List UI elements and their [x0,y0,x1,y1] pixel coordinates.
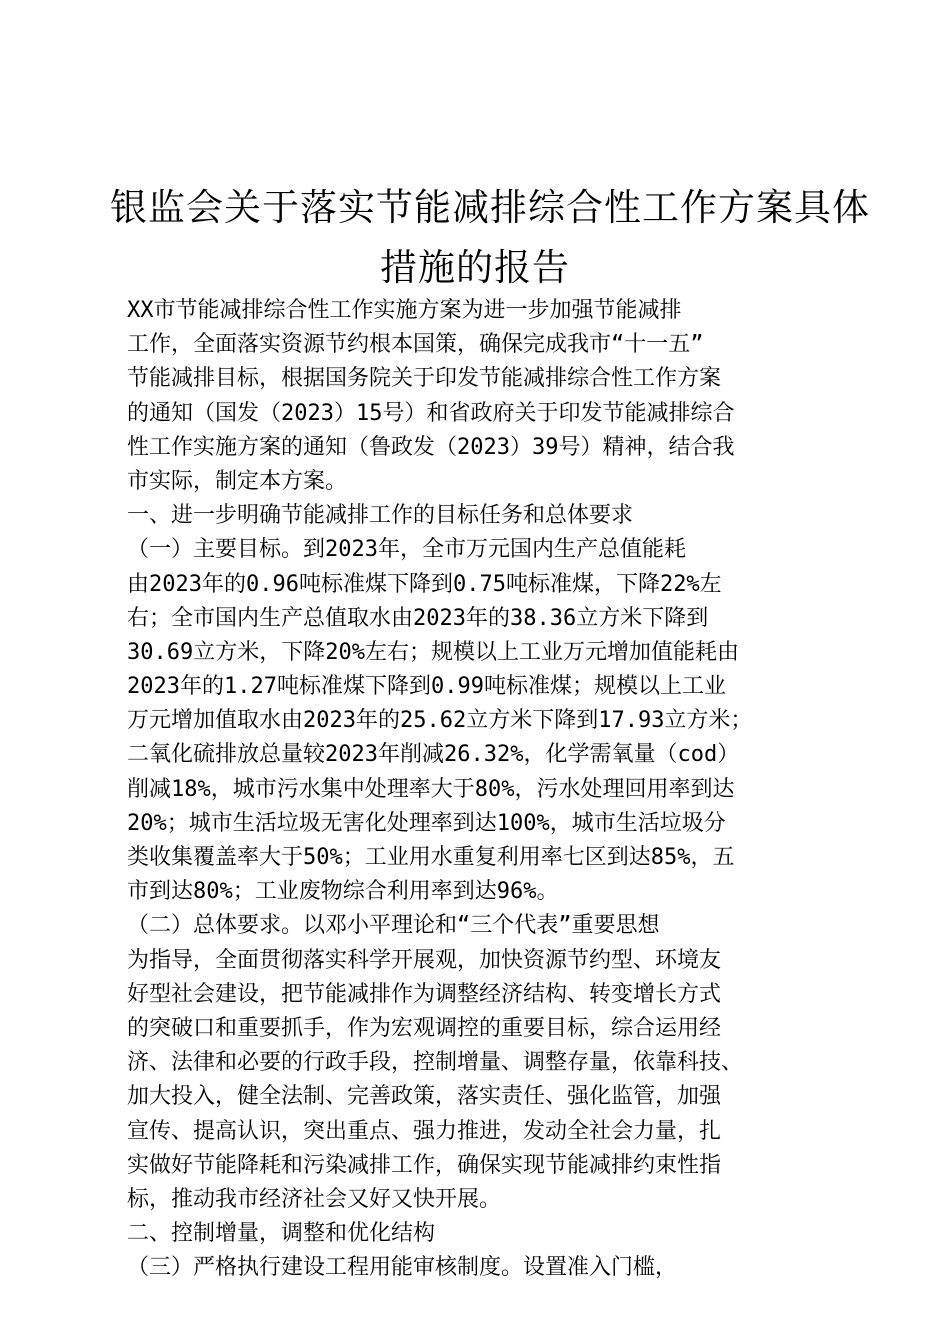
title-line-1: 银监会关于落实节能减排综合性工作方案具体 [110,186,870,229]
body-line: （一）主要目标。到2023年，全市万元国内生产总值能耗 [127,537,686,563]
body-line: 好型社会建设，把节能减排作为调整经济结构、转变增长方式 [127,981,722,1007]
body-line: 类收集覆盖率大于50%；工业用水重复利用率七区到达85%，五 [127,845,735,870]
body-line: 的突破口和重要抓手，作为宏观调控的重要目标，综合运用经 [127,1015,722,1041]
body-line: 20%；城市生活垃圾无害化处理率到达100%，城市生活垃圾分 [127,810,726,836]
body-line: 市实际，制定本方案。 [127,468,348,494]
body-line: 为指导，全面贯彻落实科学开展观，加快资源节约型、环境友 [127,947,722,973]
body-line: 二氧化硫排放总量较2023年削减26.32%，化学需氧量（cod） [127,742,740,768]
body-line: 由2023年的0.96吨标准煤下降到0.75吨标准煤，下降22%左 [127,571,722,597]
body-line: （三）严格执行建设工程用能审核制度。设置准入门槛， [127,1255,678,1281]
body-line: 的通知（国发（2023）15号）和省政府关于印发节能减排综合 [127,400,735,426]
body-line: 宣传、提高认识，突出重点、强力推进，发动全社会力量，扎 [127,1118,722,1144]
body-line: （二）总体要求。以邓小平理论和“三个代表”重要思想 [127,913,660,939]
body-line: 标，推动我市经济社会又好又快开展。 [127,1186,502,1212]
body-line: 实做好节能降耗和污染减排工作，确保实现节能减排约束性指 [127,1152,722,1178]
body-line: 加大投入，健全法制、完善政策，落实责任、强化监管，加强 [127,1084,722,1110]
body-line: 节能减排目标，根据国务院关于印发节能减排综合性工作方案 [127,366,722,392]
body-line: 市到达80%；工业废物综合利用率到达96%。 [127,879,559,905]
section-heading: 一、进一步明确节能减排工作的目标任务和总体要求 [127,503,634,529]
body-line: 2023年的1.27吨标准煤下降到0.99吨标准煤；规模以上工业 [127,674,726,700]
section-heading: 二、控制增量，调整和优化结构 [127,1221,436,1247]
document-body [127,294,827,1285]
body-line: 济、法律和必要的行政手段，控制增量、调整存量，依靠科技、 [127,1050,744,1076]
body-line: 右；全市国内生产总值取水由2023年的38.36立方米下降到 [127,605,709,631]
document-title [110,178,870,298]
body-line: 30.69立方米，下降20%左右；规模以上工业万元增加值能耗由 [127,639,739,665]
body-line: XX市节能减排综合性工作实施方案为进一步加强节能减排 [127,298,682,323]
body-line: 万元增加值取水由2023年的25.62立方米下降到17.93立方米； [127,708,753,734]
body-line: 工作，全面落实资源节约根本国策，确保完成我市“十一五” [127,332,704,358]
body-line: 削减18%，城市污水集中处理率大于80%，污水处理回用率到达 [127,776,735,802]
body-line: 性工作实施方案的通知（鲁政发（2023）39号）精神，结合我 [127,434,735,460]
title-line-2: 措施的报告 [380,246,570,289]
